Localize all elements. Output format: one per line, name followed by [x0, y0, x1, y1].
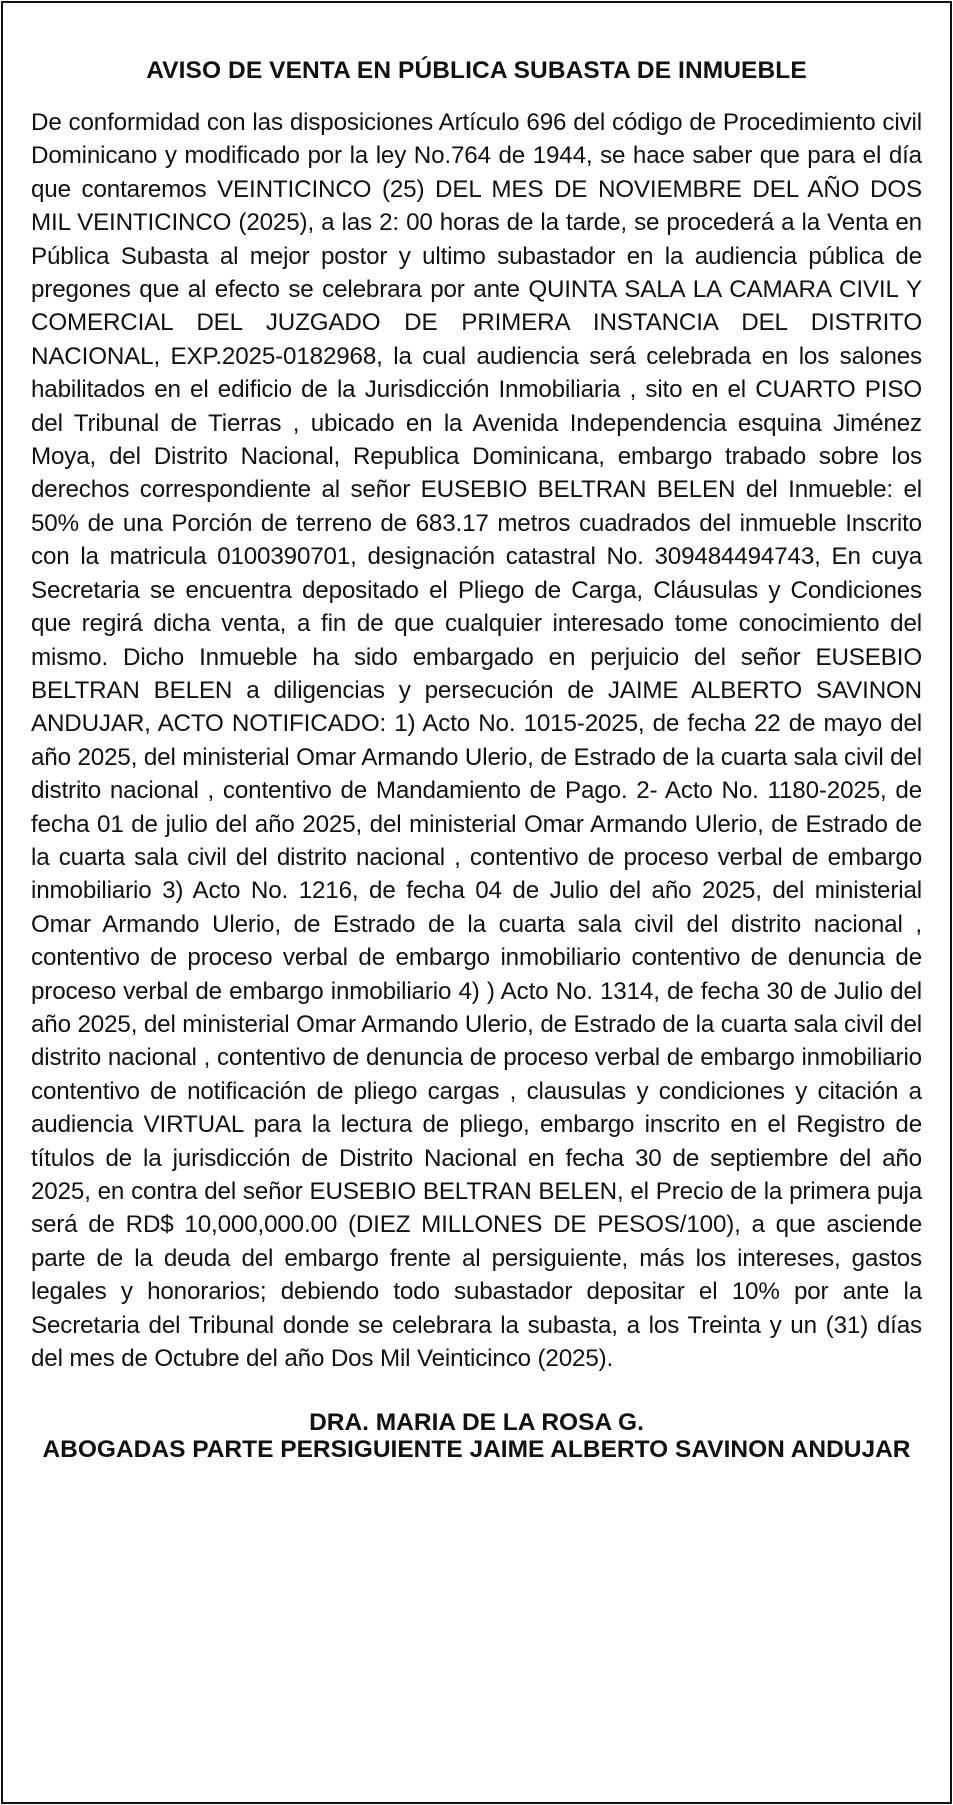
notice-content — [31, 54, 922, 1463]
signature-role: ABOGADAS PARTE PERSIGUIENTE JAIME ALBERTO SAVINON ANDUJAR — [42, 1436, 911, 1464]
signature-block — [31, 1409, 922, 1463]
signature-name: DRA. MARIA DE LA ROSA G. — [309, 1409, 644, 1437]
notice-title: AVISO DE VENTA EN PÚBLICA SUBASTA DE INMUEBLE — [146, 57, 807, 84]
notice-body: De conformidad con las disposiciones Artículo 696 del código de Procedimiento civil Dominicano y modificado por la ley No.764 de 1944, se hace saber que para el día que contaremos VEINTICINCO (25) DEL MES DE NOVIEMBRE DEL AÑO DOS MIL VEINTICINCO (2025), a las 2: 00 horas de la tarde, se procederá a la Venta en Pública Subasta al mejor postor y ultimo subastador en la audiencia pública de pregones que al efecto se celebrara por ante QUINTA SALA LA CAMARA CIVIL Y COMERCIAL DEL JUZGADO DE PRIMERA INSTANCIA DEL DISTRITO NACIONAL, EXP.2025-0182968, la cual audiencia será celebrada en los salones habilitados en el edificio de la Jurisdicción Inmobiliaria , sito en el CUARTO PISO del Tribunal de Tierras , ubicado en la Avenida Independencia esquina Jiménez Moya, del Distrito Nacional, Republica Dominicana, embargo trabado sobre los derechos correspondiente al señor EUSEBIO BELTRAN BELEN del Inmueble: el 50% de una Porción de terreno de 683.17 metros cuadrados del inmueble Inscrito con la matricula 0100390701, designación catastral No. 309484494743, En cuya Secretaria se encuentra depositado el Pliego de Carga, Cláusulas y Condiciones que regirá dicha venta, a fin de que cualquier interesado tome conocimiento del mismo. Dicho Inmueble ha sido embargado en perjuicio del señor EUSEBIO BELTRAN BELEN a diligencias y persecución de JAIME ALBERTO SAVINON ANDUJAR, ACTO NOTIFICADO: 1) Acto No. 1015-2025, de fecha 22 de mayo del año 2025, del ministerial Omar Armando Ulerio, de Estrado de la cuarta sala civil del distrito nacional , contentivo de Mandamiento de Pago. 2- Acto No. 1180-2025, de fecha 01 de julio del año 2025, del ministerial Omar Armando Ulerio, de Estrado de la cuarta sala civil del distrito nacional , contentivo de proceso verbal de embargo inmobiliario 3) Acto No. 1216, de fecha 04 de Julio del año 2025, del ministerial Omar Armando Ulerio, de Estrado de la cuarta sala civil del distrito nacional , contentivo de proceso verbal de embargo inmobiliario contentivo de denuncia de proceso verbal de embargo inmobiliario 4) ) Acto No. 1314, de fecha 30 de Julio del año 2025, del ministerial Omar Armando Ulerio, de Estrado de la cuarta sala civil del distrito nacional , contentivo de denuncia de proceso verbal de embargo inmobiliario contentivo de notificación de pliego cargas , clausulas y condiciones y citación a audiencia VIRTUAL para la lectura de pliego, embargo inscrito en el Registro de títulos de la jurisdicción de Distrito Nacional en fecha 30 de septiembre del año 2025, en contra del señor EUSEBIO BELTRAN BELEN, el Precio de la primera puja será de RD$ 10,000,000.00 (DIEZ MILLONES DE PESOS/100), a que asciende parte de la deuda del embargo frente al persiguiente, más los intereses, gastos legales y honorarios; debiendo todo subastador depositar el 10% por ante la Secretaria del Tribunal donde se celebrara la subasta, a los Treinta y un (31) días del mes de Octubre del año Dos Mil Veinticinco (2025). — [31, 109, 922, 1373]
